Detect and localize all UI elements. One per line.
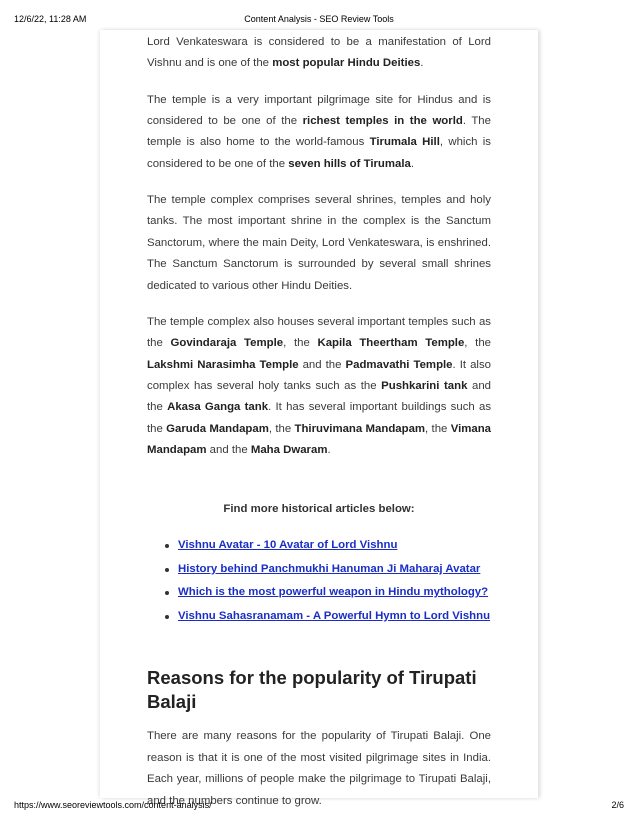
related-articles-list xyxy=(147,534,491,628)
bold-phrase: Vimana Mandapam xyxy=(147,422,491,457)
bold-phrase: Garuda Mandapam xyxy=(166,422,269,435)
related-article-link[interactable]: Vishnu Avatar - 10 Avatar of Lord Vishnu xyxy=(178,539,398,552)
bold-phrase: Tirumala Hill xyxy=(369,136,440,149)
paragraph-2: The temple is a very important pilgrimage site for Hindus and is considered to be one of the richest temples in the world. The temple is also home to the world-famous Tirumala Hill, which is considered to be one of the seven hills of Tirumala. xyxy=(147,93,491,170)
bold-phrase: Maha Dwaram xyxy=(250,444,328,457)
paragraph-4: The temple complex also houses several important temples such as the Govindaraja Temple, the Kapila Theertham Temple, the Lakshmi Narasimha Temple and the Padmavathi Temple. It also complex has several holy tanks such as the Pushkarini tank and the Akasa Ganga tank. It has several important buildings such as the Garuda Mandapam, the Thiruvimana Mandapam, the Vimana Mandapam and the Maha Dwaram. xyxy=(147,315,492,457)
print-datetime: 12/6/22, 11:28 AM xyxy=(14,14,87,24)
related-article-link[interactable]: History behind Panchmukhi Hanuman Ji Maharaj Avatar xyxy=(178,562,481,575)
bold-phrase: Pushkarini tank xyxy=(381,380,468,393)
page-number: 2/6 xyxy=(611,800,624,810)
bold-phrase: seven hills of Tirumala xyxy=(288,157,411,170)
paragraph-3: The temple complex comprises several shrines, temples and holy tanks. The most important shrine in the complex is the Sanctum Sanctorum, where the main Deity, Lord Venkateswara, is enshrined. The Sanctum Sanctorum is surrounded by several small shrines dedicated to various other Hindu Deities. xyxy=(147,194,491,292)
find-more-heading: Find more historical articles below: xyxy=(223,502,415,515)
related-article-link[interactable]: Vishnu Sahasranamam - A Powerful Hymn to Lord Vishnu xyxy=(178,609,491,622)
list-item xyxy=(165,605,491,629)
list-item xyxy=(165,581,491,605)
print-header xyxy=(0,14,638,26)
bold-phrase: Govindaraja Temple xyxy=(170,337,284,350)
print-title: Content Analysis - SEO Review Tools xyxy=(244,14,394,24)
bold-phrase: Padmavathi Temple xyxy=(345,358,453,371)
list-item xyxy=(165,558,491,582)
paragraph-1: Lord Venkateswara is considered to be a manifestation of Lord Vishnu and is one of the most popular Hindu Deities. xyxy=(147,36,491,70)
bold-phrase: Lakshmi Narasimha Temple xyxy=(147,358,299,371)
bold-phrase: most popular Hindu Deities xyxy=(272,57,421,70)
print-footer xyxy=(0,800,638,812)
article-content xyxy=(147,32,491,827)
bold-phrase: Akasa Ganga tank xyxy=(167,401,269,414)
section-heading: Reasons for the popularity of Tirupati Balaji xyxy=(147,667,477,713)
print-url: https://www.seoreviewtools.com/content-analysis/ xyxy=(14,800,212,810)
bold-phrase: richest temples in the world xyxy=(302,115,463,128)
list-item xyxy=(165,534,491,558)
paragraph-5: There are many reasons for the popularity of Tirupati Balaji. One reason is that it is one of the most visited pilgrimage sites in India. Each year, millions of people make the pilgrimage to Tirupati Balaji, and the numbers continue to grow. xyxy=(147,730,491,807)
bold-phrase: Thiruvimana Mandapam xyxy=(294,422,426,435)
bold-phrase: Kapila Theertham Temple xyxy=(317,337,465,350)
related-article-link[interactable]: Which is the most powerful weapon in Hindu mythology? xyxy=(178,586,489,599)
